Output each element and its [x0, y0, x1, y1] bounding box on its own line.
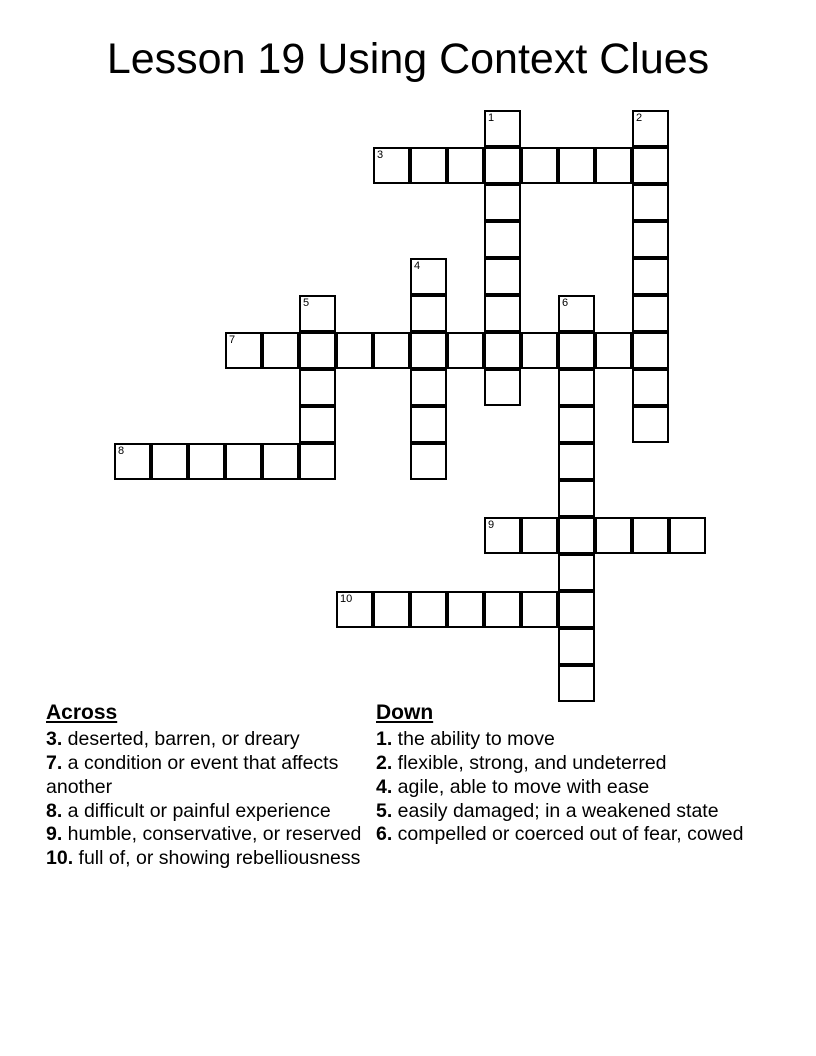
cell-number: 4 — [414, 260, 421, 272]
across-heading: Across — [46, 701, 118, 724]
clue-item-across-10[interactable] — [46, 847, 365, 871]
crossword-cell[interactable] — [484, 221, 521, 258]
cell-number: 3 — [377, 149, 384, 161]
clue-item-across-3[interactable] — [46, 728, 365, 752]
crossword-cell[interactable] — [558, 628, 595, 665]
clue-number: 5. — [376, 799, 393, 822]
crossword-cell[interactable] — [595, 332, 632, 369]
down-heading: Down — [376, 701, 434, 724]
clue-number: 3. — [46, 728, 63, 751]
crossword-cell[interactable] — [632, 110, 669, 147]
clue-number: 9. — [46, 823, 63, 846]
cell-number: 9 — [488, 519, 495, 531]
crossword-cell[interactable] — [632, 332, 669, 369]
clue-item-down-1[interactable] — [376, 728, 765, 752]
crossword-cell[interactable] — [410, 332, 447, 369]
clue-text: full of, or showing rebelliousness — [73, 847, 361, 870]
crossword-cell[interactable] — [262, 443, 299, 480]
clue-number: 8. — [46, 799, 63, 822]
clue-item-down-5[interactable] — [376, 800, 765, 824]
crossword-cell[interactable] — [299, 295, 336, 332]
crossword-cell[interactable] — [484, 517, 521, 554]
crossword-cell[interactable] — [558, 443, 595, 480]
page-title: Lesson 19 Using Context Clues — [106, 35, 710, 83]
cell-number: 7 — [229, 334, 236, 346]
crossword-cell[interactable] — [447, 332, 484, 369]
crossword-cell[interactable] — [114, 443, 151, 480]
crossword-cell[interactable] — [410, 258, 447, 295]
across-clues-column — [0, 700, 365, 871]
clue-text: the ability to move — [392, 728, 555, 751]
crossword-cell[interactable] — [410, 147, 447, 184]
crossword-cell[interactable] — [558, 554, 595, 591]
clue-item-down-6[interactable] — [376, 823, 765, 847]
cell-number: 8 — [118, 445, 125, 457]
clues-section — [0, 700, 816, 871]
crossword-cell[interactable] — [410, 406, 447, 443]
crossword-cell[interactable] — [410, 591, 447, 628]
crossword-cell[interactable] — [484, 258, 521, 295]
cell-number: 1 — [488, 112, 495, 124]
clue-number: 10. — [46, 847, 74, 870]
clue-item-down-2[interactable] — [376, 752, 765, 776]
crossword-cell[interactable] — [558, 480, 595, 517]
clue-text: humble, conservative, or reserved — [62, 823, 362, 846]
crossword-cell[interactable] — [558, 295, 595, 332]
crossword-cell[interactable] — [595, 517, 632, 554]
crossword-cell[interactable] — [188, 443, 225, 480]
clue-text: a condition or event that affects another — [46, 752, 339, 798]
crossword-cell[interactable] — [484, 332, 521, 369]
crossword-cell[interactable] — [632, 258, 669, 295]
crossword-cell[interactable] — [558, 406, 595, 443]
crossword-cell[interactable] — [632, 517, 669, 554]
crossword-cell[interactable] — [595, 147, 632, 184]
clue-number: 2. — [376, 752, 393, 775]
clue-text: agile, able to move with ease — [392, 775, 650, 798]
crossword-cell[interactable] — [558, 369, 595, 406]
clue-text: flexible, strong, and undeterred — [392, 752, 667, 775]
crossword-cell[interactable] — [299, 332, 336, 369]
crossword-cell[interactable] — [521, 147, 558, 184]
clue-number: 6. — [376, 823, 393, 846]
crossword-cell[interactable] — [373, 147, 410, 184]
crossword-cell[interactable] — [632, 406, 669, 443]
crossword-cell[interactable] — [225, 443, 262, 480]
crossword-cell[interactable] — [225, 332, 262, 369]
crossword-cell[interactable] — [484, 184, 521, 221]
across-clue-list — [46, 728, 365, 871]
clue-item-down-4[interactable] — [376, 776, 765, 800]
crossword-cell[interactable] — [632, 369, 669, 406]
clue-text: compelled or coerced out of fear, cowed — [392, 823, 744, 846]
crossword-cell[interactable] — [558, 332, 595, 369]
cell-number: 10 — [340, 593, 353, 605]
clue-text: a difficult or painful experience — [62, 799, 331, 822]
clue-number: 1. — [376, 728, 393, 751]
crossword-cell[interactable] — [632, 221, 669, 258]
crossword-cell[interactable] — [521, 332, 558, 369]
crossword-cell[interactable] — [336, 591, 373, 628]
crossword-cell[interactable] — [558, 665, 595, 702]
clue-number: 4. — [376, 775, 393, 798]
crossword-cell[interactable] — [373, 332, 410, 369]
crossword-cell[interactable] — [521, 591, 558, 628]
crossword-cell[interactable] — [410, 443, 447, 480]
cell-number: 5 — [303, 297, 310, 309]
crossword-cell[interactable] — [336, 332, 373, 369]
crossword-cell[interactable] — [447, 147, 484, 184]
crossword-cell[interactable] — [410, 295, 447, 332]
clue-item-across-8[interactable] — [46, 800, 365, 824]
crossword-cell[interactable] — [632, 147, 669, 184]
crossword-cell[interactable] — [521, 517, 558, 554]
crossword-cell[interactable] — [262, 332, 299, 369]
crossword-cell[interactable] — [484, 295, 521, 332]
crossword-cell[interactable] — [484, 591, 521, 628]
crossword-cell[interactable] — [632, 184, 669, 221]
clue-text: easily damaged; in a weakened state — [392, 799, 719, 822]
clue-item-across-7[interactable] — [46, 752, 365, 800]
cell-number: 6 — [562, 297, 569, 309]
crossword-cell[interactable] — [299, 406, 336, 443]
crossword-cell[interactable] — [558, 517, 595, 554]
down-clue-list — [376, 728, 765, 847]
crossword-cell[interactable] — [151, 443, 188, 480]
cell-number: 2 — [636, 112, 643, 124]
crossword-cell[interactable] — [669, 517, 706, 554]
down-clues-column — [365, 700, 765, 847]
crossword-cell[interactable] — [299, 443, 336, 480]
clue-text: deserted, barren, or dreary — [62, 728, 300, 751]
crossword-cell[interactable] — [484, 147, 521, 184]
clue-number: 7. — [46, 752, 63, 775]
crossword-cell[interactable] — [410, 369, 447, 406]
crossword-cell[interactable] — [484, 369, 521, 406]
crossword-cell[interactable] — [484, 110, 521, 147]
crossword-cell[interactable] — [558, 591, 595, 628]
crossword-cell[interactable] — [632, 295, 669, 332]
clue-item-across-9[interactable] — [46, 823, 365, 847]
crossword-cell[interactable] — [299, 369, 336, 406]
crossword-cell[interactable] — [373, 591, 410, 628]
crossword-cell[interactable] — [447, 591, 484, 628]
crossword-cell[interactable] — [558, 147, 595, 184]
